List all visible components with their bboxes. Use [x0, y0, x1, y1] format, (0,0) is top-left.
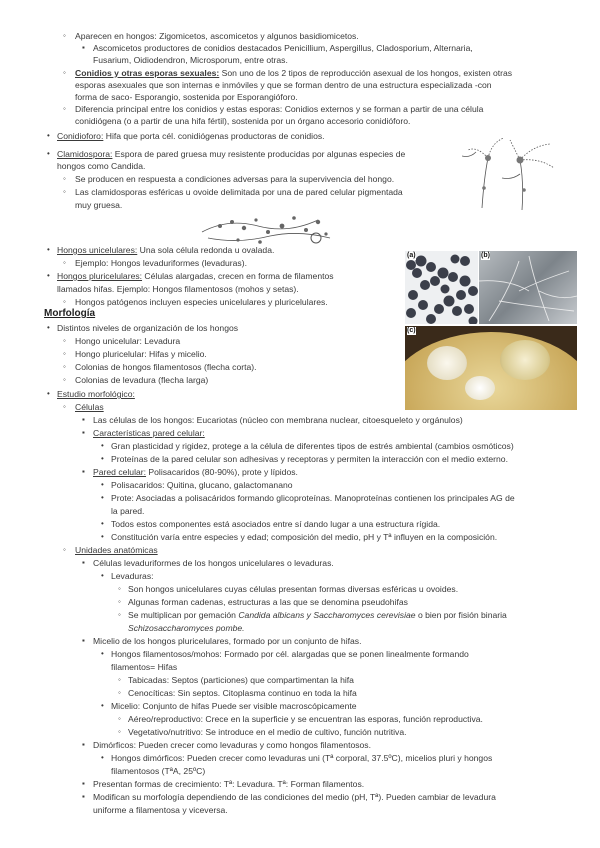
bullet-square: ▪: [82, 636, 85, 645]
text-span: o bien por fisión binaria: [415, 610, 507, 620]
bullet-dot: •: [47, 149, 50, 158]
text-line: llamados hifas. Ejemplo: Hongos filamentosos (mohos y setas).: [57, 284, 299, 294]
text-line: forma de saco- Esporangio, sostenida por Esporangióforo.: [75, 92, 298, 102]
term-conidioforo: Conidioforo:: [57, 131, 104, 141]
yeast-cells-drawing: [405, 251, 478, 324]
text-line: Schizosaccharomyces pombe.: [128, 623, 245, 633]
text-line: Micelio de los hongos pluricelulares, formado por un conjunto de hifas.: [93, 636, 362, 646]
text-line: Células: [75, 402, 104, 412]
text-line: [75, 67, 512, 79]
bullet-dot: •: [47, 245, 50, 254]
text-line: Todos estos componentes está asociados entre sí dando lugar a una estructura rígida.: [111, 519, 441, 529]
text-line: Estudio morfológico:: [57, 389, 135, 399]
bullet-dot: •: [47, 271, 50, 280]
text-line: Las clamidosporas esféricas u ovoide delimitada por una de pared celular pigmentada: [75, 187, 403, 197]
term-pluricelulares: Hongos pluricelulares:: [57, 271, 143, 281]
text-line: filamentos= Hifas: [111, 662, 178, 672]
bullet-circle: ◦: [63, 362, 66, 371]
species-names: Candida albicans y Saccharomyces cerevisiae: [238, 610, 416, 620]
text-line: Aéreo/reproductivo: Crece en la superficie y se encuentran las esporas, función reproductiva.: [128, 714, 483, 724]
text-line: Se producen en respuesta a condiciones adversas para la supervivencia del hongo.: [75, 174, 395, 184]
yeast-colony: [500, 340, 550, 380]
term-pared: Pared celular:: [93, 467, 147, 477]
bullet-circle: ◦: [63, 402, 66, 411]
hyphae-drawing: [479, 251, 577, 324]
bullet-dot: •: [101, 532, 104, 541]
term-definition: Son uno de los 2 tipos de reproducción asexual de los hongos, existen otras: [219, 68, 513, 78]
bullet-square: ▪: [82, 467, 85, 476]
yeast-cells-photo: [405, 251, 478, 324]
bullet-circle: ◦: [63, 68, 66, 77]
figure-label-a: (a): [407, 252, 416, 259]
text-line: Fusarium, Oidiodendron, Microsporum, entre otras.: [93, 55, 288, 65]
text-line: Modifican su morfología dependiendo de las condiciones del medio (pH, Tª). Pueden cambiar de levadura: [93, 792, 496, 802]
text-line: uniforme a filamentosa y viceversa.: [93, 805, 228, 815]
bullet-dot: •: [101, 441, 104, 450]
text-line: Hongos filamentosos/mohos: Formado por cél. alargadas que se ponen linealmente formando: [111, 649, 469, 659]
figure-label-b: (b): [481, 252, 490, 259]
term-unicelulares: Hongos unicelulares:: [57, 245, 138, 255]
text-line: [57, 270, 334, 282]
text-line: filamentosos (TªA, 25ºC): [111, 766, 206, 776]
text-line: Aparecen en hongos: Zigomicetos, ascomicetos y algunos basidiomicetos.: [75, 31, 359, 41]
bullet-dot: •: [101, 701, 104, 710]
chlamydospore-sketch-figure: [198, 208, 338, 250]
text-line: Unidades anatómicas: [75, 545, 158, 555]
small-colony: [465, 376, 495, 400]
bullet-circle: ◦: [63, 349, 66, 358]
bullet-dot: •: [101, 493, 104, 502]
term-definition: Espora de pared gruesa muy resistente producidas por algunas especies de: [112, 149, 406, 159]
bullet-circle: ◦: [118, 688, 121, 697]
text-line: Células levaduriformes de los hongos unicelulares o levaduras.: [93, 558, 334, 568]
text-line: Las células de los hongos: Eucariotas (núcleo con membrana nuclear, citoesqueleto y orgánulos): [93, 415, 463, 425]
text-line: Gran plasticidad y rigidez, protege a la célula de diferentes tipos de estrés ambiental (cambios osmóticos): [111, 441, 514, 451]
text-line: Cenocíticas: Sin septos. Citoplasma continuo en toda la hifa: [128, 688, 357, 698]
bullet-circle: ◦: [63, 375, 66, 384]
text-line: Colonias de levadura (flecha larga): [75, 375, 209, 385]
filamentous-colony: [427, 346, 467, 380]
text-line: Ejemplo: Hongos levaduriformes (levaduras).: [75, 258, 247, 268]
text-line: la pared.: [111, 506, 145, 516]
bullet-dot: •: [101, 571, 104, 580]
text-line: Ascomicetos productores de conidios destacados Penicillium, Aspergillus, Cladosporium, Alternaria,: [93, 43, 473, 53]
bullet-dot: •: [101, 454, 104, 463]
bullet-square: ▪: [82, 779, 85, 788]
text-line: Son hongos unicelulares cuyas células presentan formas diversas esféricas u ovoides.: [128, 584, 459, 594]
bullet-square: ▪: [82, 415, 85, 424]
text-line: Distintos niveles de organización de los hongos: [57, 323, 239, 333]
text-line: Constitución varía entre especies y edad; composición del medio, pH y Tª influyen en la composición.: [111, 532, 498, 542]
term-definition: Hifa que porta cél. conidiógenas productoras de conidios.: [103, 131, 325, 141]
text-line: [93, 466, 298, 478]
bullet-circle: ◦: [118, 584, 121, 593]
text-line: Dimórficos: Pueden crecer como levaduras y como hongos filamentosos.: [93, 740, 371, 750]
bullet-dot: •: [47, 323, 50, 332]
bullet-square: ▪: [82, 43, 85, 52]
text-line: Proteínas de la pared celular son adhesivas y receptoras y permiten la interacción con el medio externo.: [111, 454, 508, 464]
bullet-dot: •: [101, 753, 104, 762]
text-line: muy gruesa.: [75, 200, 123, 210]
term-conidios: Conidios y otras esporas sexuales:: [75, 68, 220, 78]
hyphae-photo: [479, 251, 577, 324]
text-line: Hongo pluricelular: Hifas y micelio.: [75, 349, 207, 359]
bullet-circle: ◦: [63, 336, 66, 345]
bullet-dot: •: [101, 480, 104, 489]
bullet-circle: ◦: [63, 31, 66, 40]
text-line: Diferencia principal entre los conidios y estas esporas: Conidios externos y se forman a partir de una célula: [75, 104, 484, 114]
text-line: esporas asexuales que son internas e inmóviles y que se forman dentro de una estructura especializada -con: [75, 80, 492, 90]
text-line: Micelio: Conjunto de hifas Puede ser visible macroscópicamente: [111, 701, 357, 711]
bullet-circle: ◦: [63, 187, 66, 196]
text-line: Hongos patógenos incluyen especies unicelulares y pluricelulares.: [75, 297, 328, 307]
term-definition: Células alargadas, crecen en forma de filamentos: [142, 271, 334, 281]
bullet-dot: •: [47, 389, 50, 398]
text-line: [57, 130, 325, 142]
bullet-square: ▪: [82, 428, 85, 437]
bullet-circle: ◦: [118, 727, 121, 736]
bullet-square: ▪: [82, 740, 85, 749]
bullet-circle: ◦: [118, 597, 121, 606]
figure-label-c: (c): [407, 327, 416, 334]
bullet-square: ▪: [82, 792, 85, 801]
text-line: conidiógena (o a partir de una hifa fértil), sostenida por un órgano accesorio conidióforo.: [75, 116, 411, 126]
term-definition: Polisacaridos (80-90%), prote y lípidos.: [146, 467, 298, 477]
term-definition: Una sola célula redonda u ovalada.: [137, 245, 275, 255]
bullet-circle: ◦: [118, 675, 121, 684]
fungal-colonies-photo: [405, 326, 577, 410]
bullet-circle: ◦: [63, 258, 66, 267]
text-line: [57, 148, 405, 160]
bullet-circle: ◦: [118, 610, 121, 619]
bullet-square: ▪: [82, 558, 85, 567]
bullet-circle: ◦: [63, 104, 66, 113]
bullet-circle: ◦: [118, 714, 121, 723]
text-line: Algunas forman cadenas, estructuras a las que se denomina pseudohifas: [128, 597, 408, 607]
text-line: Hongos dimórficos: Pueden crecer como levaduras uni (Tª corporal, 37.5ºC), micelios pluri y hongos: [111, 753, 493, 763]
text-line: Vegetativo/nutritivo: Se introduce en el medio de cultivo, función nutritiva.: [128, 727, 407, 737]
bullet-circle: ◦: [63, 174, 66, 183]
text-line: Polisacaridos: Quitina, glucano, galactomanano: [111, 480, 293, 490]
section-heading: Morfología: [44, 308, 96, 319]
bullet-dot: •: [101, 519, 104, 528]
text-line: [128, 609, 507, 621]
bullet-dot: •: [101, 649, 104, 658]
text-line: hongos como Candida.: [57, 161, 146, 171]
text-line: Hongo unicelular: Levadura: [75, 336, 181, 346]
term-clamidospora: Clamidospora:: [57, 149, 113, 159]
text-span: Se multiplican por gemación: [128, 610, 239, 620]
text-line: Tabicadas: Septos (particiones) que compartimentan la hifa: [128, 675, 354, 685]
text-line: Presentan formas de crecimiento: Tª: Levadura. Tª: Forman filamentos.: [93, 779, 365, 789]
conidiophore-sketch-figure: [462, 128, 562, 210]
bullet-dot: •: [47, 131, 50, 140]
text-line: Levaduras:: [111, 571, 154, 581]
text-line: Prote: Asociadas a polisacáridos formando glicoproteínas. Manoproteínas contienen los principales AG de: [111, 493, 515, 503]
bullet-circle: ◦: [63, 545, 66, 554]
bullet-circle: ◦: [63, 297, 66, 306]
text-line: Características pared celular:: [93, 428, 205, 438]
text-line: Colonias de hongos filamentosos (flecha corta).: [75, 362, 257, 372]
